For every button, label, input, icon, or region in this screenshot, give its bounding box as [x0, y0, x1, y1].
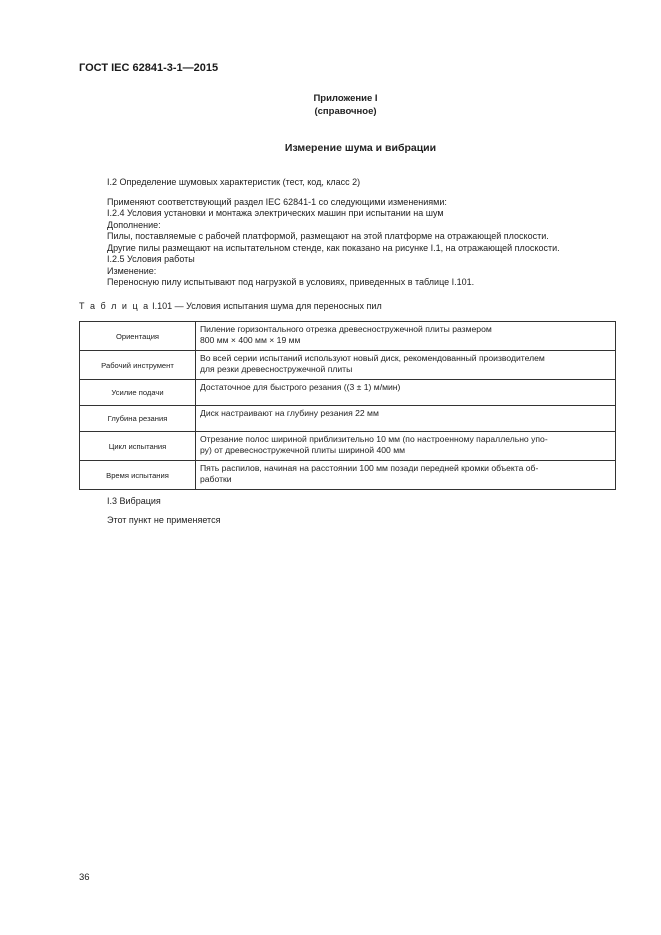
description-line: ру) от древесностружечной плиты шириной 400 мм: [200, 445, 406, 455]
annex-title-block: [0, 92, 661, 118]
description-line: Пять распилов, начиная на расстоянии 100 мм позади передней кромки объекта об-: [200, 463, 539, 473]
table-cell-parameter: Усилие подачи: [80, 380, 196, 406]
table-row: [80, 380, 616, 406]
table-cell-parameter: Цикл испытания: [80, 432, 196, 461]
table-cell-parameter: Глубина резания: [80, 406, 196, 432]
subsection-heading-i3: I.3 Вибрация: [107, 496, 161, 506]
description-line: Отрезание полос шириной приблизительно 10 мм (по настроенному параллельно упо-: [200, 434, 548, 444]
table-cell-description: [196, 351, 616, 380]
table-cell-parameter: Ориентация: [80, 322, 196, 351]
table-cell-description: [196, 406, 616, 432]
page-number: 36: [79, 872, 90, 883]
table-caption-prefix: Т а б л и ц а: [79, 301, 150, 311]
subsection-heading-i2: I.2 Определение шумовых характеристик (тест, код, класс 2): [107, 177, 361, 187]
table-cell-description: [196, 322, 616, 351]
table-cell-description: [196, 461, 616, 490]
table-cell-parameter: Время испытания: [80, 461, 196, 490]
description-line: Диск настраивают на глубину резания 22 мм: [200, 408, 379, 418]
description-line: Достаточное для быстрого резания ((3 ± 1) м/мин): [200, 382, 401, 392]
paragraph-addition: Дополнение:: [107, 220, 161, 230]
table-row: [80, 432, 616, 461]
table-cell-description: [196, 380, 616, 406]
description-line: работки: [200, 474, 232, 484]
subsection-heading-i25: I.2.5 Условия работы: [107, 254, 195, 264]
paragraph-apply: Применяют соответствующий раздел IEC 62841-1 со следующими изменениями:: [107, 197, 447, 207]
description-line: Во всей серии испытаний используют новый диск, рекомендованный производителем: [200, 353, 545, 363]
table-cell-parameter: Рабочий инструмент: [80, 351, 196, 380]
description-line: 800 мм × 400 мм × 19 мм: [200, 335, 301, 345]
table-row: [80, 461, 616, 490]
document-header: ГОСТ IEC 62841-3-1—2015: [79, 62, 219, 74]
paragraph-other-saws: Другие пилы размещают на испытательном стенде, как показано на рисунке I.1, на отражающей плоскости.: [107, 243, 560, 253]
description-line: Пиление горизонтального отрезка древесностружечной плиты размером: [200, 324, 492, 334]
paragraph-not-applicable: Этот пункт не применяется: [107, 515, 221, 525]
annex-subtitle: (справочное): [314, 106, 377, 117]
paragraph-portable-saw: Переносную пилу испытывают под нагрузкой в условиях, приведенных в таблице I.101.: [107, 277, 475, 287]
paragraph-change: Изменение:: [107, 266, 157, 276]
annex-title: Приложение I: [313, 93, 378, 104]
table-row: [80, 322, 616, 351]
section-title: Измерение шума и вибрации: [284, 142, 437, 154]
table-row: [80, 351, 616, 380]
table-row: [80, 406, 616, 432]
paragraph-platform-saws: Пилы, поставляемые с рабочей платформой, размещают на этой платформе на отражающей плоскости.: [107, 231, 549, 241]
subsection-heading-i24: I.2.4 Условия установки и монтажа электрических машин при испытании на шум: [107, 208, 444, 218]
table-caption: [79, 301, 382, 311]
table-cell-description: [196, 432, 616, 461]
table-caption-text: I.101 — Условия испытания шума для переносных пил: [152, 301, 382, 311]
noise-test-conditions-table: [79, 321, 616, 490]
description-line: для резки древесностружечной плиты: [200, 364, 353, 374]
